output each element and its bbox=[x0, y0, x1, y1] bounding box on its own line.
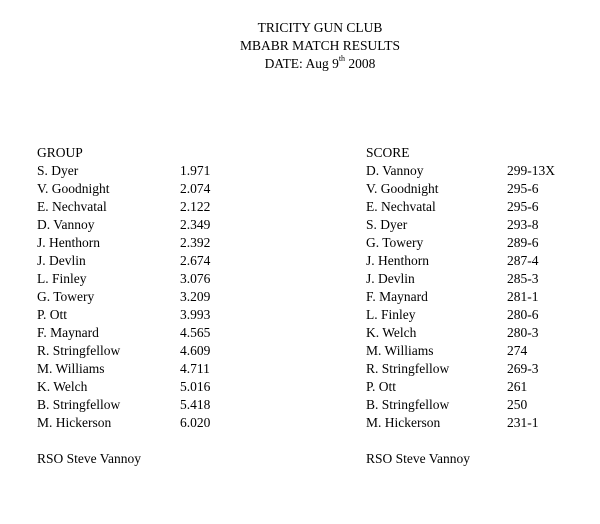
score-row bbox=[366, 396, 528, 414]
score-value: 293-8 bbox=[507, 217, 539, 232]
shooter-name: G. Towery bbox=[37, 289, 95, 304]
score-row bbox=[366, 234, 539, 252]
shooter-name: E. Nechvatal bbox=[366, 199, 436, 214]
score-value: 274 bbox=[507, 343, 528, 358]
group-value: 6.020 bbox=[180, 415, 211, 430]
score-rso: RSO Steve Vannoy bbox=[366, 451, 471, 466]
group-row bbox=[37, 270, 211, 288]
group-row bbox=[37, 396, 211, 414]
score-value: 287-4 bbox=[507, 253, 539, 268]
score-value: 250 bbox=[507, 397, 528, 412]
group-value: 3.076 bbox=[180, 271, 211, 286]
score-value: 280-3 bbox=[507, 325, 539, 340]
group-row bbox=[37, 342, 211, 360]
shooter-name: K. Welch bbox=[366, 325, 417, 340]
group-row bbox=[37, 198, 211, 216]
shooter-name: M. Williams bbox=[37, 361, 105, 376]
group-value: 2.122 bbox=[180, 199, 211, 214]
date-prefix: DATE: Aug 9 bbox=[264, 56, 339, 71]
group-value: 2.392 bbox=[180, 235, 211, 250]
shooter-name: B. Stringfellow bbox=[366, 397, 450, 412]
date-ordinal: th bbox=[338, 53, 346, 63]
score-results bbox=[366, 144, 555, 432]
score-value: 261 bbox=[507, 379, 528, 394]
group-row bbox=[37, 180, 211, 198]
score-value: 299-13X bbox=[507, 163, 555, 178]
date-year: 2008 bbox=[345, 56, 376, 71]
club-title: TRICITY GUN CLUB bbox=[257, 20, 383, 35]
shooter-name: E. Nechvatal bbox=[37, 199, 107, 214]
group-value: 5.418 bbox=[180, 397, 211, 412]
group-rso: RSO Steve Vannoy bbox=[37, 451, 142, 466]
shooter-name: R. Stringfellow bbox=[366, 361, 450, 376]
score-row bbox=[366, 306, 539, 324]
shooter-name: L. Finley bbox=[37, 271, 87, 286]
score-rows bbox=[366, 162, 555, 432]
shooter-name: L. Finley bbox=[366, 307, 416, 322]
group-row bbox=[37, 252, 211, 270]
shooter-name: J. Henthorn bbox=[366, 253, 429, 268]
match-date bbox=[0, 55, 600, 73]
score-value: 289-6 bbox=[507, 235, 539, 250]
document-header bbox=[0, 19, 600, 73]
shooter-name: V. Goodnight bbox=[37, 181, 110, 196]
shooter-name: J. Devlin bbox=[366, 271, 415, 286]
group-row bbox=[37, 324, 211, 342]
shooter-name: S. Dyer bbox=[37, 163, 79, 178]
shooter-name: P. Ott bbox=[37, 307, 68, 322]
score-row bbox=[366, 414, 539, 432]
score-value: 269-3 bbox=[507, 361, 539, 376]
group-row bbox=[37, 306, 211, 324]
score-row bbox=[366, 270, 539, 288]
shooter-name: R. Stringfellow bbox=[37, 343, 121, 358]
group-value: 2.349 bbox=[180, 217, 211, 232]
shooter-name: G. Towery bbox=[366, 235, 424, 250]
shooter-name: J. Henthorn bbox=[37, 235, 100, 250]
shooter-name: V. Goodnight bbox=[366, 181, 439, 196]
score-row bbox=[366, 360, 539, 378]
shooter-name: P. Ott bbox=[366, 379, 397, 394]
group-value: 4.711 bbox=[180, 361, 210, 376]
shooter-name: F. Maynard bbox=[366, 289, 428, 304]
group-results bbox=[37, 144, 211, 432]
score-row bbox=[366, 216, 539, 234]
group-rows bbox=[37, 162, 211, 432]
group-value: 4.565 bbox=[180, 325, 211, 340]
score-row bbox=[366, 378, 528, 396]
score-row bbox=[366, 180, 539, 198]
shooter-name: M. Williams bbox=[366, 343, 434, 358]
group-heading: GROUP bbox=[37, 145, 83, 160]
shooter-name: D. Vannoy bbox=[37, 217, 95, 232]
group-row bbox=[37, 162, 211, 180]
shooter-name: J. Devlin bbox=[37, 253, 86, 268]
score-value: 231-1 bbox=[507, 415, 539, 430]
group-value: 3.209 bbox=[180, 289, 211, 304]
score-row bbox=[366, 324, 539, 342]
score-row bbox=[366, 162, 555, 180]
group-value: 5.016 bbox=[180, 379, 211, 394]
group-value: 3.993 bbox=[180, 307, 211, 322]
shooter-name: K. Welch bbox=[37, 379, 88, 394]
group-row bbox=[37, 234, 211, 252]
group-row bbox=[37, 288, 211, 306]
group-row bbox=[37, 414, 211, 432]
score-row bbox=[366, 198, 539, 216]
group-value: 1.971 bbox=[180, 163, 211, 178]
score-row bbox=[366, 288, 539, 306]
group-value: 4.609 bbox=[180, 343, 211, 358]
group-value: 2.674 bbox=[180, 253, 211, 268]
match-title: MBABR MATCH RESULTS bbox=[239, 38, 401, 53]
group-row bbox=[37, 216, 211, 234]
shooter-name: B. Stringfellow bbox=[37, 397, 121, 412]
score-row bbox=[366, 342, 528, 360]
score-row bbox=[366, 252, 539, 270]
score-value: 281-1 bbox=[507, 289, 539, 304]
shooter-name: S. Dyer bbox=[366, 217, 408, 232]
group-row bbox=[37, 378, 211, 396]
score-heading: SCORE bbox=[366, 145, 410, 160]
score-value: 280-6 bbox=[507, 307, 539, 322]
shooter-name: D. Vannoy bbox=[366, 163, 424, 178]
shooter-name: F. Maynard bbox=[37, 325, 99, 340]
group-row bbox=[37, 360, 210, 378]
shooter-name: M. Hickerson bbox=[366, 415, 441, 430]
shooter-name: M. Hickerson bbox=[37, 415, 112, 430]
score-value: 285-3 bbox=[507, 271, 539, 286]
group-value: 2.074 bbox=[180, 181, 211, 196]
score-value: 295-6 bbox=[507, 199, 539, 214]
score-value: 295-6 bbox=[507, 181, 539, 196]
